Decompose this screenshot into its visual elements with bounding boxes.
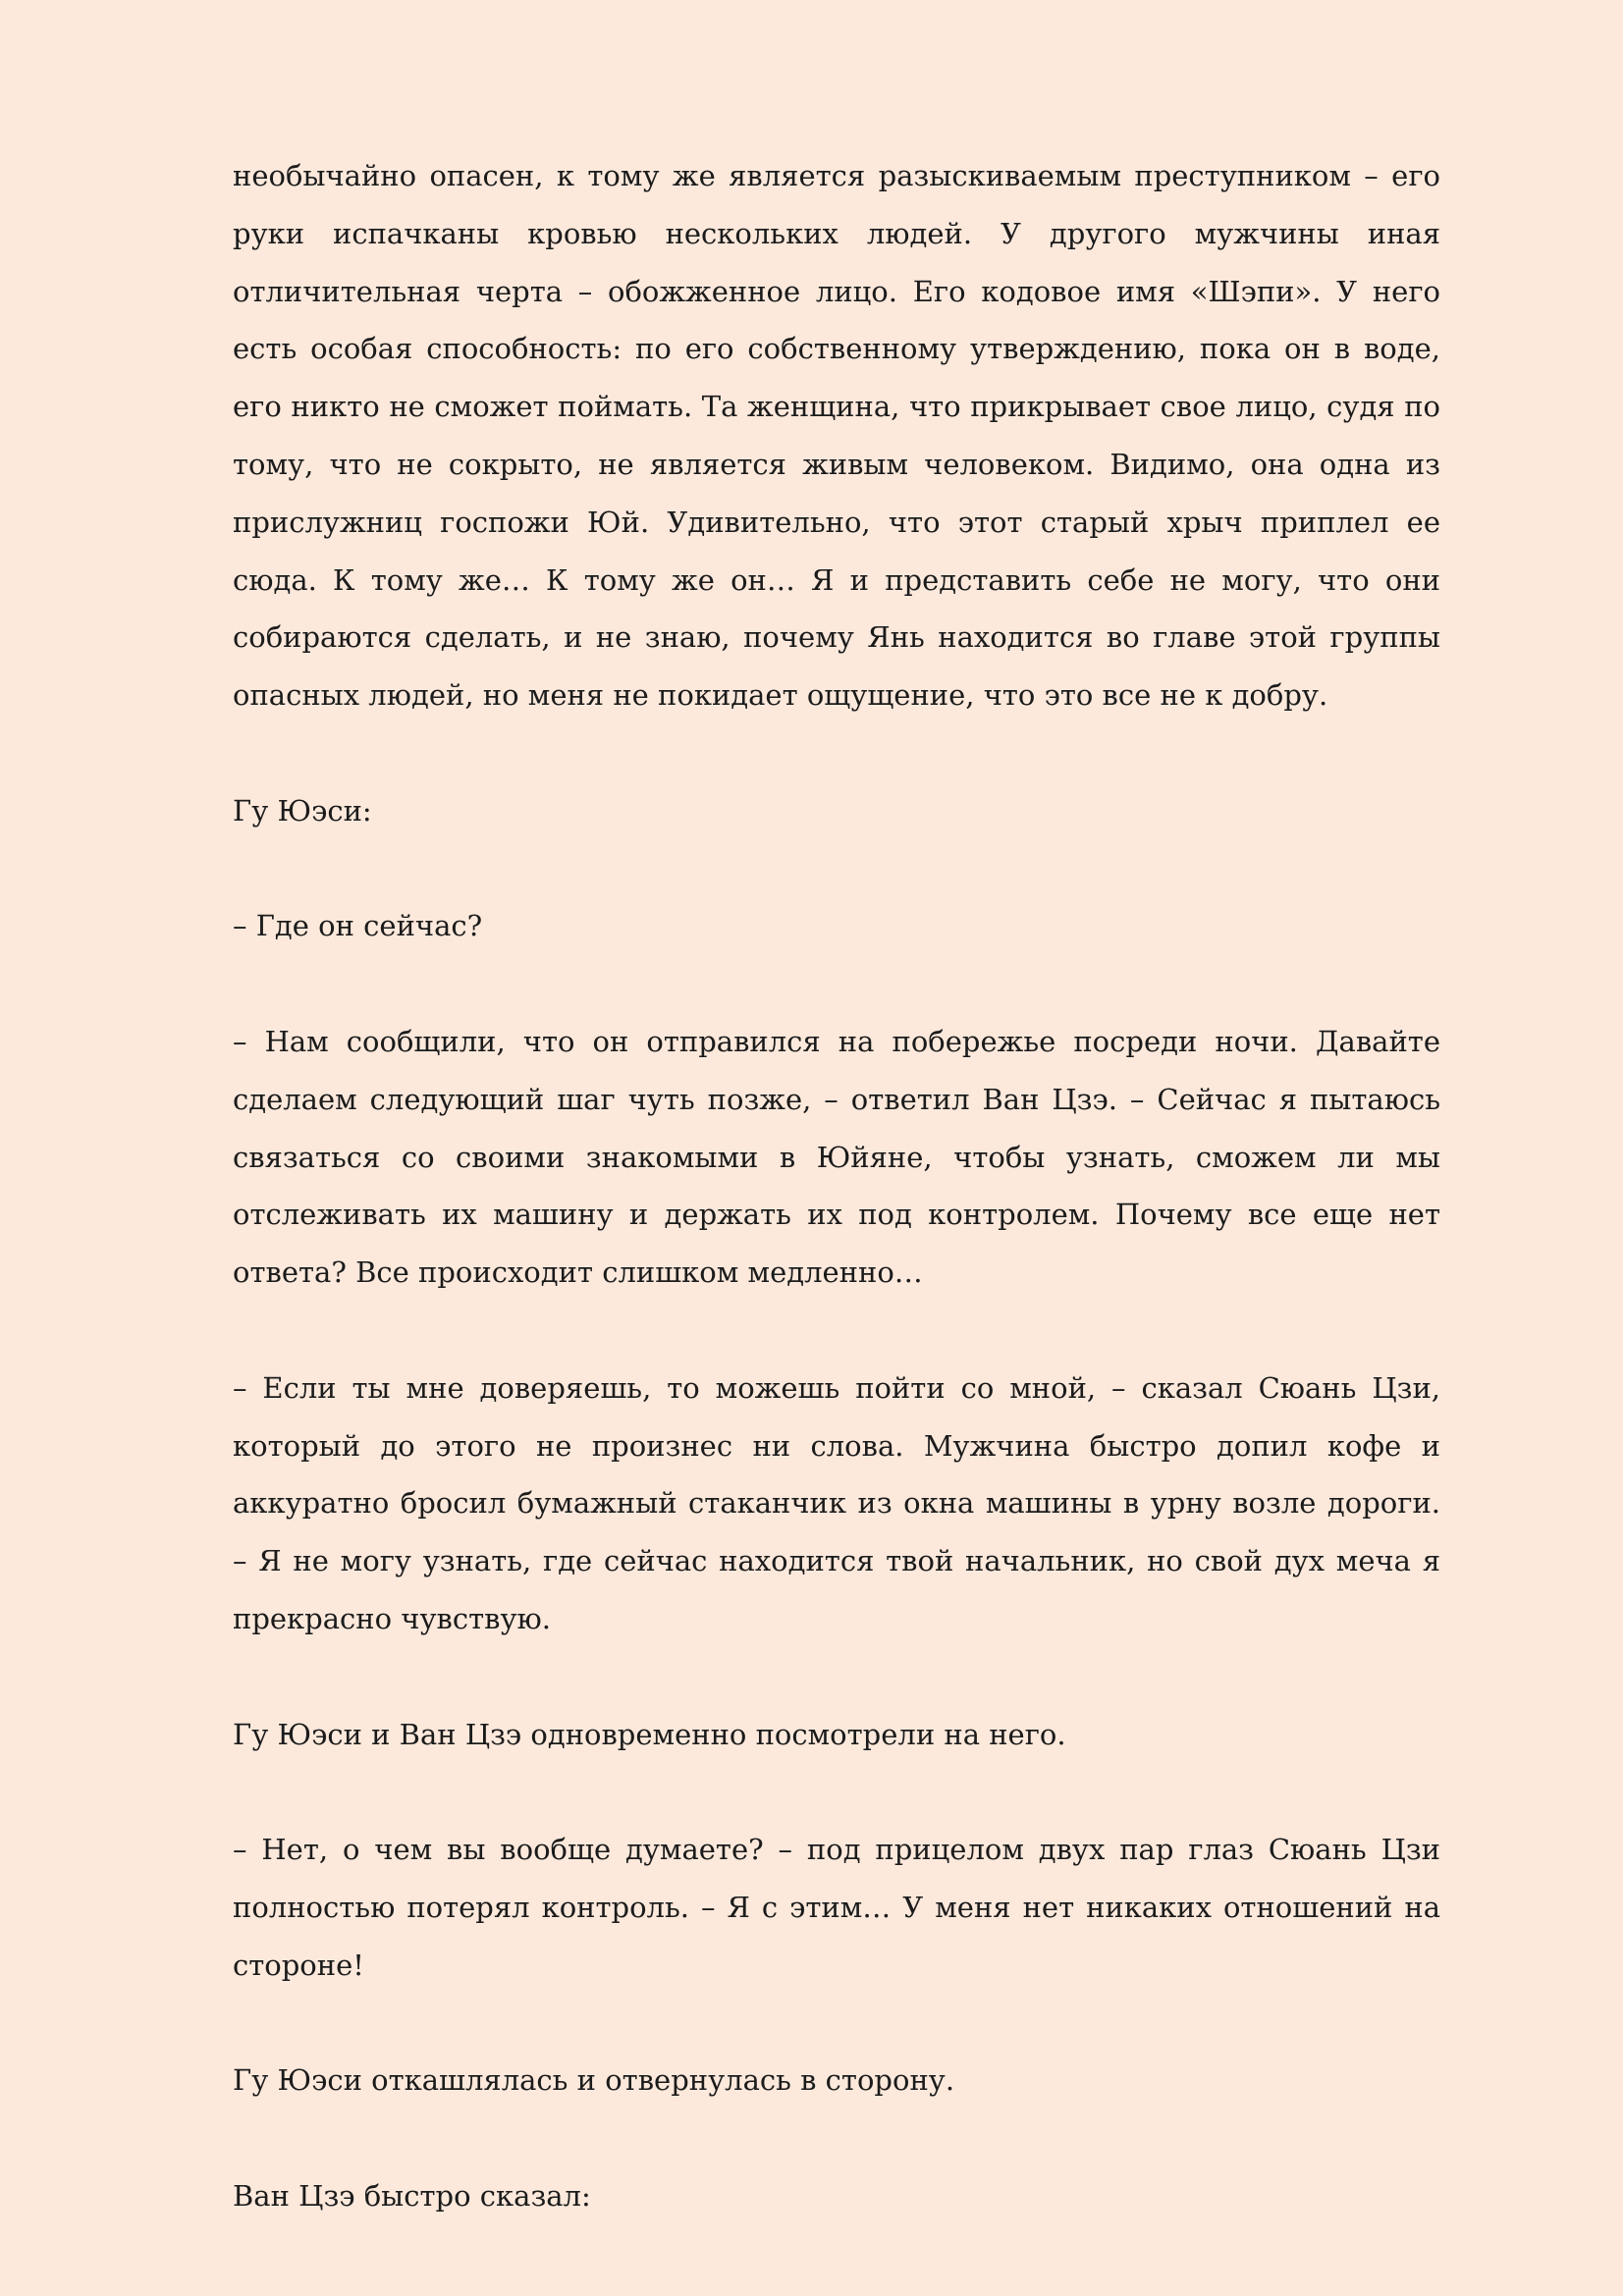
paragraph-5: – Если ты мне доверяешь, то можешь пойти со мной, – сказал Сюань Цзи, который до этого не произнес ни слова. Мужчина быстро допил кофе и аккуратно бросил бумажный стаканчик из окна машины в урну возле дороги. – Я не могу узнать, где сейчас находится твой начальник, но свой дух меча я прекрасно чувствую.: [233, 1370, 1440, 1635]
paragraph-3: – Где он сейчас?: [233, 909, 483, 943]
paragraph-8: Гу Юэси откашлялась и отвернулась в сторону.: [233, 2063, 955, 2098]
paragraph-1: необычайно опасен, к тому же является разыскиваемым преступником – его руки испачканы кровью нескольких людей. У другого мужчины иная отличительная черта – обожженное лицо. Его кодовое имя «Шэпи». У него есть особая способность: по его собственному утверждению, пока он в воде, его никто не сможет поймать. Та женщина, что прикрывает свое лицо, судя по тому, что не сокрыто, не является живым человеком. Видимо, она одна из прислужниц госпожи Юй. Удивительно, что этот старый хрыч приплел ее сюда. К тому же… К тому же он… Я и представить себе не могу, что они собираются сделать, и не знаю, почему Янь находится во главе этой группы опасных людей, но меня не покидает ощущение, что это все не к добру.: [233, 159, 1440, 713]
paragraph-9: Ван Цзэ быстро сказал:: [233, 2178, 591, 2213]
paragraph-6: Гу Юэси и Ван Цзэ одновременно посмотрели на него.: [233, 1717, 1066, 1751]
paragraph-2: Гу Юэси:: [233, 793, 372, 828]
paragraph-7: – Нет, о чем вы вообще думаете? – под прицелом двух пар глаз Сюань Цзи полностью потерял контроль. – Я с этим… У меня нет никаких отношений на стороне!: [233, 1833, 1440, 1982]
paragraph-4: – Нам сообщили, что он отправился на побережье посреди ночи. Давайте сделаем следующий шаг чуть позже, – ответил Ван Цзэ. – Сейчас я пытаюсь связаться со своими знакомыми в Юйяне, чтобы узнать, сможем ли мы отслеживать их машину и держать их под контролем. Почему все еще нет ответа? Все происходит слишком медленно…: [233, 1024, 1440, 1290]
